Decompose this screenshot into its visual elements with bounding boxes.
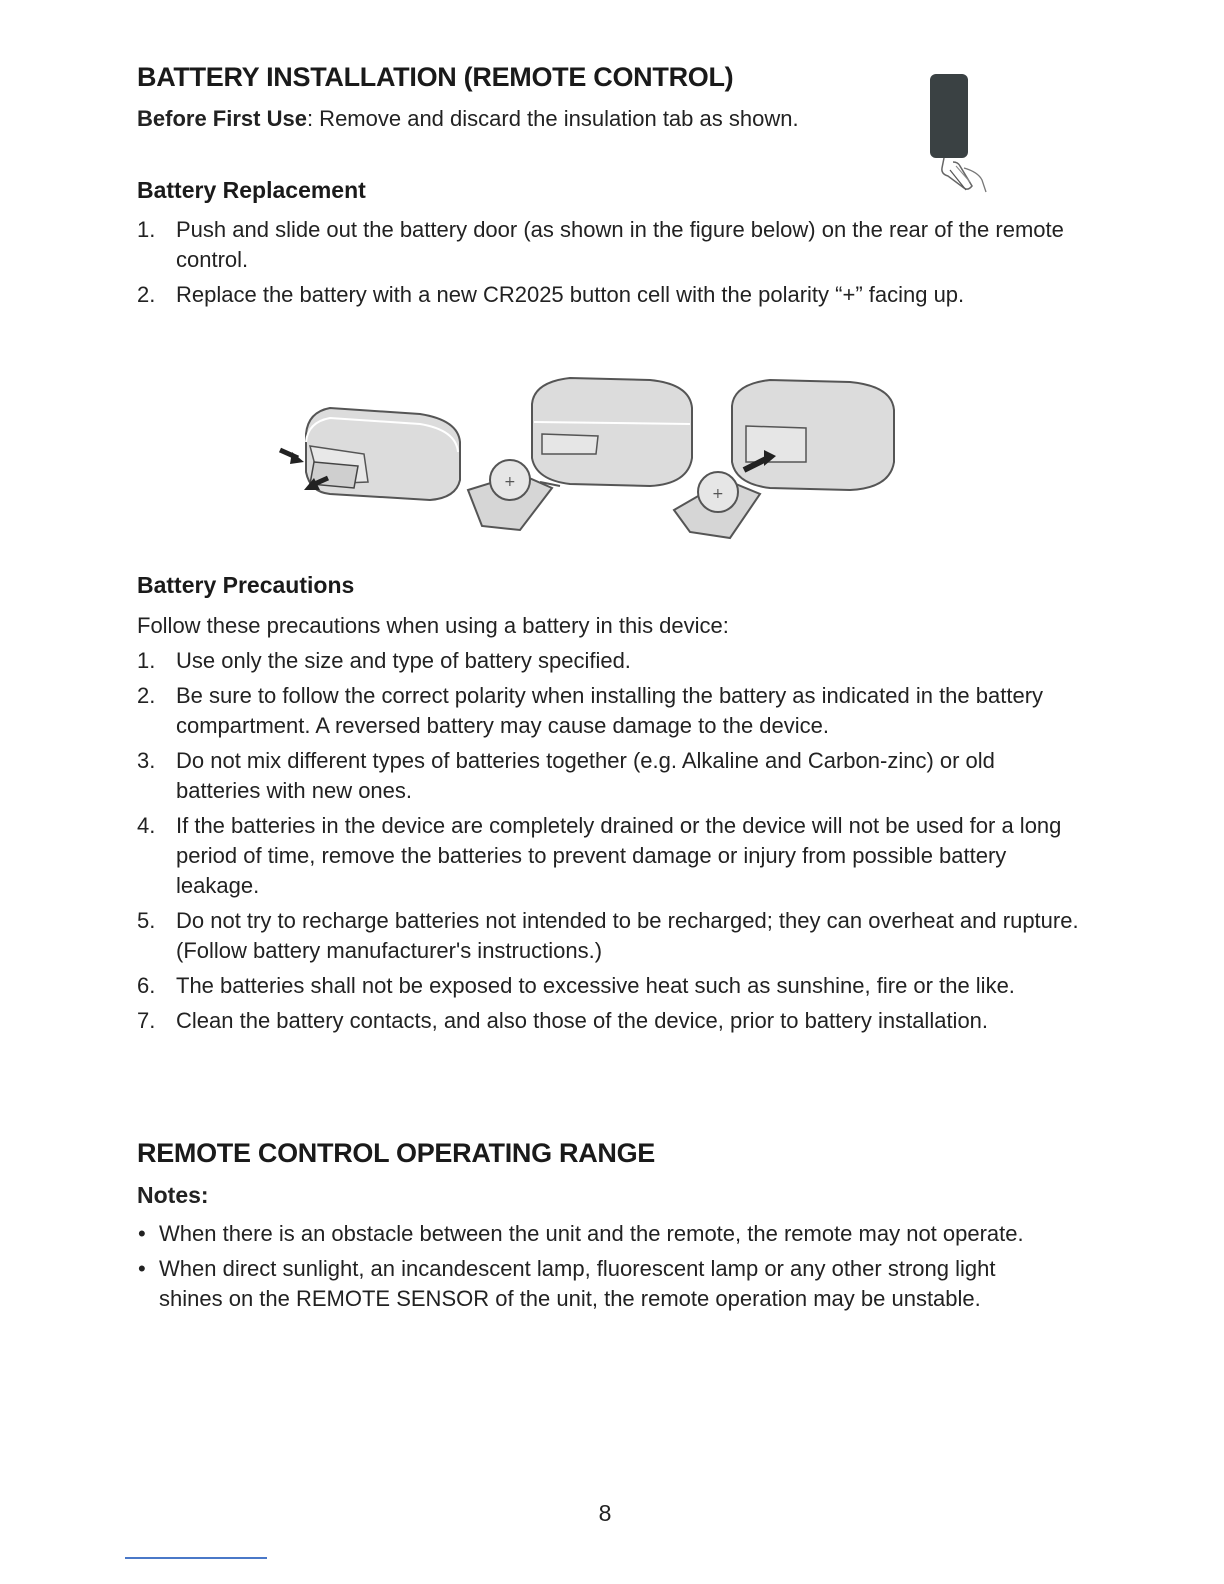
before-first-use-label: Before First Use — [137, 106, 307, 131]
list-item: • When direct sunlight, an incandescent lamp, fluorescent lamp or any other strong light shines on the REMOTE SENSOR of the unit, the remote operation may be unstable. — [138, 1256, 996, 1311]
list-item: 3. Do not mix different types of batteries together (e.g. Alkaline and Carbon-zinc) or old batteries with new ones. — [137, 748, 995, 803]
list-item: 5. Do not try to recharge batteries not intended to be recharged; they can overheat and rupture. (Follow battery manufacturer's instructions.) — [137, 908, 1079, 963]
list-item: 2. Replace the battery with a new CR2025 button cell with the polarity “+” facing up. — [137, 282, 965, 307]
before-first-use-text: : Remove and discard the insulation tab as shown. — [306, 106, 799, 131]
list-item: • When there is an obstacle between the unit and the remote, the remote may not operate. — [138, 1221, 1024, 1246]
precautions-list — [137, 646, 1082, 1041]
list-item: 2. Be sure to follow the correct polarity when installing the battery as indicated in the battery compartment. A reversed battery may cause damage to the device. — [137, 683, 1044, 738]
list-item: 1. Push and slide out the battery door (as shown in the figure below) on the rear of the remote control. — [137, 217, 1064, 272]
battery-replacement-heading: Battery Replacement — [137, 177, 366, 203]
notes-list — [137, 1219, 1057, 1319]
battery-removal-figure — [270, 362, 910, 542]
notes-label: Notes: — [137, 1182, 209, 1208]
operating-range-title: REMOTE CONTROL OPERATING RANGE — [137, 1138, 656, 1168]
footer-rule — [125, 1557, 267, 1559]
list-item: 4. If the batteries in the device are completely drained or the device will not be used for a long period of time, remove the batteries to prevent damage or injury from possible battery leakage. — [137, 813, 1062, 898]
list-item: 6. The batteries shall not be exposed to excessive heat such as sunshine, fire or the like. — [137, 973, 1015, 998]
precautions-intro: Follow these precautions when using a battery in this device: — [137, 613, 729, 638]
list-item: 1. Use only the size and type of battery specified. — [137, 648, 631, 673]
svg-text:+: + — [712, 486, 724, 502]
page-number: 8 — [598, 1500, 612, 1526]
replacement-steps — [137, 215, 1077, 315]
list-item: 7. Clean the battery contacts, and also those of the device, prior to battery installation. — [137, 1008, 989, 1033]
before-first-use-line — [137, 104, 799, 134]
battery-installation-title: BATTERY INSTALLATION (REMOTE CONTROL) — [137, 62, 734, 92]
svg-text:+: + — [504, 474, 516, 490]
battery-precautions-heading: Battery Precautions — [137, 572, 355, 598]
remote-control-icon — [920, 70, 1000, 200]
